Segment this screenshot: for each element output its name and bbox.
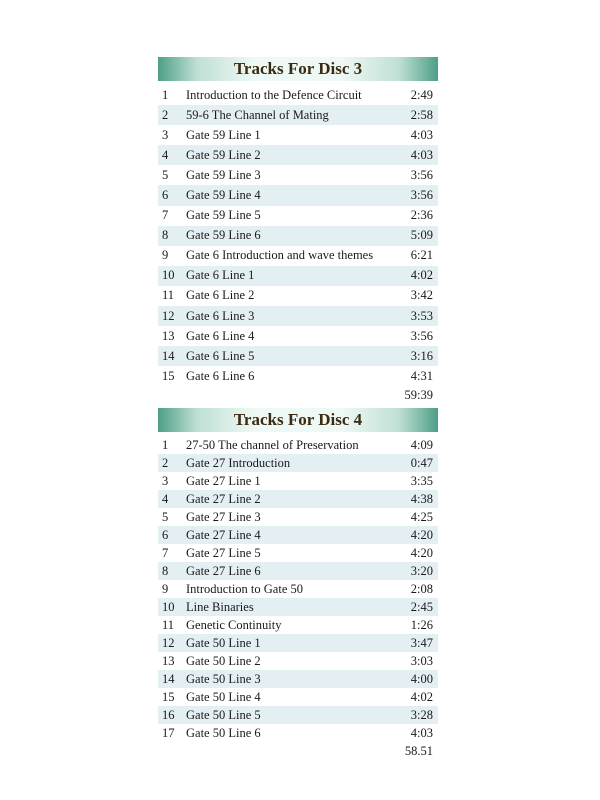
track-number: 15 [162, 368, 175, 383]
track-number: 12 [162, 308, 175, 323]
track-number: 9 [162, 581, 169, 596]
track-number: 12 [162, 635, 175, 650]
track-title: Gate 27 Line 3 [186, 509, 261, 524]
track-duration: 3:03 [410, 653, 433, 668]
track-duration: 5:09 [410, 228, 433, 243]
track-number: 4 [162, 491, 169, 506]
track-number: 11 [162, 617, 175, 632]
track-row [158, 508, 438, 526]
track-title: Gate 50 Line 1 [186, 635, 261, 650]
track-duration: 3:53 [410, 308, 433, 323]
track-row [158, 616, 438, 634]
track-duration: 4:20 [410, 545, 433, 560]
track-title: Gate 50 Line 5 [186, 707, 261, 722]
track-row [158, 366, 438, 386]
track-row [158, 246, 438, 266]
track-title: Introduction to the Defence Circuit [186, 87, 362, 102]
track-row [158, 326, 438, 346]
track-title: Gate 6 Line 2 [186, 288, 255, 303]
track-duration: 4:09 [410, 437, 433, 452]
track-title: Introduction to Gate 50 [186, 581, 303, 596]
track-duration: 3:47 [410, 635, 433, 650]
track-duration: 0:47 [410, 455, 433, 470]
track-duration: 3:28 [410, 707, 433, 722]
track-title: Gate 50 Line 4 [186, 689, 261, 704]
track-row [158, 706, 438, 724]
track-duration: 4:20 [410, 527, 433, 542]
track-row [158, 544, 438, 562]
track-number: 8 [162, 228, 169, 243]
track-duration: 1:26 [410, 617, 433, 632]
track-row [158, 286, 438, 306]
track-number: 10 [162, 268, 175, 283]
track-title: Gate 27 Introduction [186, 455, 291, 470]
track-number: 9 [162, 248, 169, 263]
disc-4-rows [158, 436, 438, 742]
track-number: 1 [162, 87, 169, 102]
track-row [158, 724, 438, 742]
track-number: 5 [162, 167, 169, 182]
track-row [158, 598, 438, 616]
track-duration: 2:45 [410, 599, 433, 614]
track-number: 8 [162, 563, 169, 578]
track-duration: 3:56 [410, 167, 433, 182]
track-row [158, 436, 438, 454]
track-title: Gate 59 Line 2 [186, 147, 261, 162]
track-number: 6 [162, 188, 169, 203]
track-row [158, 580, 438, 598]
track-title: Genetic Continuity [186, 617, 282, 632]
track-title: Gate 59 Line 3 [186, 167, 261, 182]
track-number: 11 [162, 288, 175, 303]
track-row [158, 145, 438, 165]
track-row [158, 526, 438, 544]
track-number: 5 [162, 509, 169, 524]
track-number: 3 [162, 473, 169, 488]
track-title: 59-6 The Channel of Mating [186, 107, 329, 122]
track-number: 3 [162, 127, 169, 142]
track-row [158, 226, 438, 246]
track-row [158, 165, 438, 185]
track-title: Gate 50 Line 2 [186, 653, 261, 668]
track-duration: 3:56 [410, 188, 433, 203]
track-number: 4 [162, 147, 169, 162]
track-row [158, 562, 438, 580]
track-title: Gate 6 Line 3 [186, 308, 255, 323]
track-title: Gate 27 Line 6 [186, 563, 261, 578]
track-row [158, 206, 438, 226]
track-row [158, 454, 438, 472]
track-row [158, 85, 438, 105]
track-title: Gate 27 Line 5 [186, 545, 261, 560]
track-title: Gate 59 Line 1 [186, 127, 261, 142]
track-duration: 4:25 [410, 509, 433, 524]
track-duration: 3:42 [410, 288, 433, 303]
disc-3-heading: Tracks For Disc 3 [158, 57, 438, 81]
track-duration: 2:49 [410, 87, 433, 102]
track-title: Gate 27 Line 4 [186, 527, 261, 542]
track-row [158, 652, 438, 670]
track-number: 14 [162, 348, 175, 363]
track-title: 27-50 The channel of Preservation [186, 437, 359, 452]
track-number: 14 [162, 671, 175, 686]
track-number: 16 [162, 707, 175, 722]
track-duration: 4:03 [410, 127, 433, 142]
track-number: 13 [162, 328, 175, 343]
track-number: 6 [162, 527, 169, 542]
track-title: Gate 50 Line 3 [186, 671, 261, 686]
track-duration: 3:16 [410, 348, 433, 363]
track-number: 17 [162, 725, 175, 740]
track-title: Gate 27 Line 2 [186, 491, 261, 506]
track-duration: 2:36 [410, 208, 433, 223]
track-duration: 3:35 [410, 473, 433, 488]
track-title: Gate 27 Line 1 [186, 473, 261, 488]
track-number: 7 [162, 208, 169, 223]
track-title: Gate 59 Line 6 [186, 228, 261, 243]
disc-4-heading: Tracks For Disc 4 [158, 408, 438, 432]
track-number: 7 [162, 545, 169, 560]
track-duration: 4:03 [410, 147, 433, 162]
track-duration: 2:58 [410, 107, 433, 122]
track-number: 2 [162, 455, 169, 470]
track-title: Line Binaries [186, 599, 254, 614]
track-row [158, 125, 438, 145]
disc-3-rows [158, 85, 438, 386]
track-duration: 4:31 [410, 368, 433, 383]
track-row [158, 105, 438, 125]
track-title: Gate 6 Line 6 [186, 368, 255, 383]
disc-3-total-time: 59:39 [404, 388, 433, 403]
track-title: Gate 6 Introduction and wave themes [186, 248, 374, 263]
track-duration: 4:03 [410, 725, 433, 740]
track-number: 2 [162, 107, 169, 122]
disc-4-total-time: 58.51 [404, 744, 433, 758]
track-row [158, 688, 438, 706]
track-duration: 3:56 [410, 328, 433, 343]
track-row [158, 472, 438, 490]
track-row [158, 185, 438, 205]
track-duration: 3:20 [410, 563, 433, 578]
track-row [158, 670, 438, 688]
track-title: Gate 59 Line 5 [186, 208, 261, 223]
track-duration: 4:02 [410, 689, 433, 704]
track-duration: 2:08 [410, 581, 433, 596]
track-title: Gate 6 Line 1 [186, 268, 255, 283]
track-number: 1 [162, 437, 169, 452]
track-number: 13 [162, 653, 175, 668]
track-row [158, 266, 438, 286]
track-row [158, 306, 438, 326]
disc-3-track-list [158, 57, 438, 403]
track-row [158, 490, 438, 508]
track-row [158, 634, 438, 652]
track-duration: 4:02 [410, 268, 433, 283]
track-title: Gate 59 Line 4 [186, 188, 261, 203]
track-number: 15 [162, 689, 175, 704]
track-title: Gate 6 Line 4 [186, 328, 255, 343]
disc-4-track-list [158, 408, 438, 759]
track-title: Gate 6 Line 5 [186, 348, 255, 363]
track-duration: 4:00 [410, 671, 433, 686]
track-title: Gate 50 Line 6 [186, 725, 261, 740]
track-duration: 6:21 [410, 248, 433, 263]
track-number: 10 [162, 599, 175, 614]
track-row [158, 346, 438, 366]
track-duration: 4:38 [410, 491, 433, 506]
